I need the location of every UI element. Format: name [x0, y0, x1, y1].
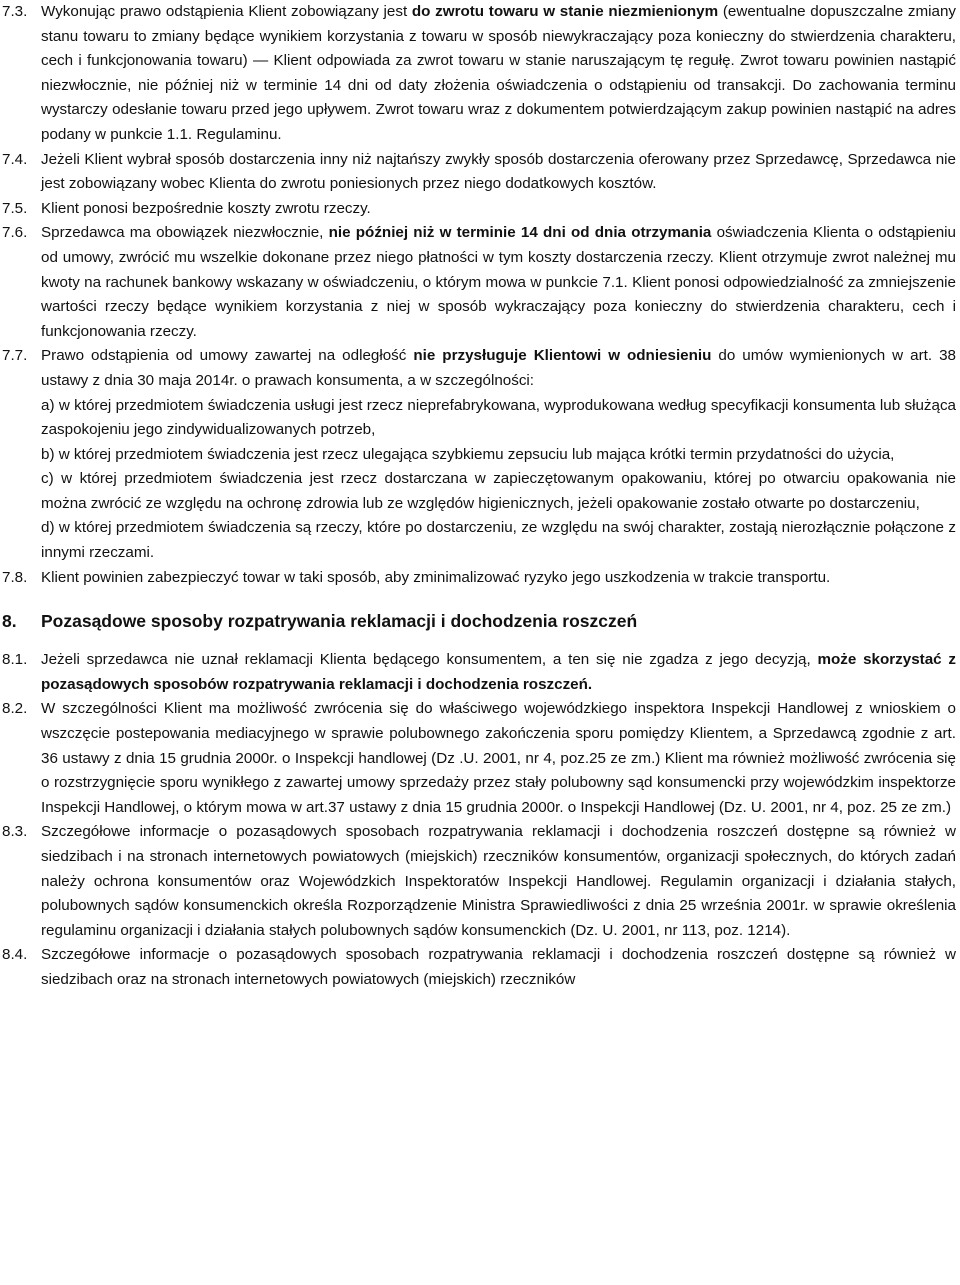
- section-8-2: [0, 697, 960, 820]
- section-text: Klient ponosi bezpośrednie koszty zwrotu rzeczy.: [41, 199, 371, 217]
- list-item-c: c) w której przedmiotem świadczenia jest rzecz dostarczana w zapieczętowanym opakowaniu, której po otwarciu opakowania nie można zwrócić ze względu na ochronę zdrowia lub ze względów higienicznych, jeżeli opakowanie zostało otwarte po dostarczeniu,: [41, 470, 956, 512]
- chapter-number: 8.: [2, 611, 17, 632]
- section-7-7: [0, 344, 960, 565]
- list-item-d: d) w której przedmiotem świadczenia są rzeczy, które po dostarczeniu, ze względu na swój charakter, zostają nierozłącznie połączone z innymi rzeczami.: [41, 519, 956, 562]
- section-number: 8.1.: [2, 651, 28, 669]
- section-7-6: [0, 221, 960, 344]
- section-text: Wykonując prawo odstąpienia Klient zobowiązany jest: [41, 3, 412, 20]
- section-text: Szczegółowe informacje o pozasądowych sposobach rozpatrywania reklamacji i dochodzenia roszczeń dostępne są również w siedzibach oraz na stronach internetowych powiatowych (miejskich) rzeczników: [41, 946, 956, 988]
- section-7-8: [0, 566, 960, 591]
- section-number: 7.7.: [2, 347, 28, 365]
- section-8-3: [0, 820, 960, 943]
- section-number: 8.4.: [2, 946, 28, 964]
- section-8-4: [0, 943, 960, 992]
- section-number: 8.3.: [2, 823, 28, 841]
- section-text: Szczegółowe informacje o pozasądowych sposobach rozpatrywania reklamacji i dochodzenia roszczeń dostępne są również w siedzibach i na stronach internetowych powiatowych (miejskich) rzeczników konsumentów, organizacji społecznych, do których zadań należy ochrona konsumentów oraz Wojewódzkich Inspektoratów Inspekcji Handlowej. Regulamin organizacji i działania stałych, polubownych sądów konsumenckich określa Rozporządzenie Ministra Sprawiedliwości z dnia 25 września 2001r. w sprawie określenia regulaminu organizacji i działania stałych polubownych sądów konsumenckich (Dz. U. 2001, nr 113, poz. 1214).: [41, 823, 956, 939]
- section-number: 8.2.: [2, 700, 28, 718]
- section-number: 7.3.: [2, 3, 28, 20]
- section-text: do umów wymienionych w art. 38 ustawy z dnia 30 maja 2014r. o prawach konsumenta, a w szczególności:: [41, 347, 956, 389]
- chapter-8-heading: [0, 608, 960, 634]
- section-number: 7.6.: [2, 224, 28, 242]
- section-bold-text: może skorzystać z pozasądowych sposobów rozpatrywania reklamacji i dochodzenia roszczeń.: [41, 651, 957, 693]
- section-text: Jeżeli sprzedawca nie uznał reklamacji Klienta będącego konsumentem, a ten się nie zgadza z jego decyzją,: [41, 651, 818, 669]
- section-bold-text: nie przysługuje Klientowi w odniesieniu: [413, 347, 712, 365]
- section-text: Sprzedawca ma obowiązek niezwłocznie,: [41, 224, 329, 242]
- section-text: (ewentualne dopuszczalne zmiany stanu towaru to zmiany będące wynikiem korzystania z towaru w sposób niewykraczający poza konieczny do stwierdzenia charakteru, cech i funkcjonowania towaru) ― Klient odpowiada za zwrot towaru w stanie naruszającym tę regułę.: [41, 3, 956, 70]
- list-item-a: a) w której przedmiotem świadczenia usługi jest rzecz nieprefabrykowana, wyprodukowana według specyfikacji konsumenta lub służąca zaspokojeniu jego zindywidualizowanych potrzeb,: [41, 396, 956, 439]
- section-bold-text: nie później niż w terminie 14 dni od dnia otrzymania: [328, 224, 712, 242]
- list-item-b: b) w której przedmiotem świadczenia jest rzecz ulegająca szybkiemu zepsuciu lub mająca krótki termin przydatności do użycia,: [41, 445, 895, 463]
- section-7-3: [0, 0, 960, 148]
- section-7-5: [0, 197, 960, 222]
- section-text: Jeżeli Klient wybrał sposób dostarczenia inny niż najtańszy zwykły sposób dostarczenia oferowany przez Sprzedawcę, Sprzedawca nie jest zobowiązany wobec Klienta do zwrotu poniesionych przez niego dodatkowych kosztów.: [41, 150, 956, 193]
- chapter-title: Pozasądowe sposoby rozpatrywania reklamacji i dochodzenia roszczeń: [41, 611, 638, 632]
- section-7-4: [0, 148, 960, 197]
- section-number: 7.8.: [2, 568, 28, 586]
- section-number: 7.5.: [2, 199, 28, 217]
- section-number: 7.4.: [2, 150, 28, 168]
- section-text: Prawo odstąpienia od umowy zawartej na odległość: [41, 347, 414, 365]
- section-text: Zwrot towaru powinien nastąpić niezwłocznie, nie później niż w terminie 14 dni od daty złożenia oświadczenia o odstąpieniu od transakcji. Do zachowania terminu wystarczy odesłanie towaru przed jego upływem. Zwrot towaru wraz z dokumentem potwierdzającym zakup powinien nastąpić na adres podany w punkcie 1.1. Regulaminu.: [41, 52, 956, 143]
- section-text: oświadczenia Klienta o odstąpieniu od umowy, zwrócić mu wszelkie dokonane przez niego płatności w tym koszty dostarczenia rzeczy. Klient otrzymuje zwrot należnej mu kwoty na rachunek bankowy wskazany w oświadczeniu, o którym mowa w punkcie 7.1. Klient ponosi odpowiedzialność za zmniejszenie wartości rzeczy będące wynikiem korzystania z niej w sposób wykraczający poza konieczny do stwierdzenia charakteru, cech i funkcjonowania rzeczy.: [41, 224, 956, 340]
- section-8-1: [0, 648, 960, 697]
- section-text: W szczególności Klient ma możliwość zwrócenia się do właściwego wojewódzkiego inspektora Inspekcji Handlowej z wnioskiem o wszczęcie postepowania mediacyjnego w sprawie polubownego zakończenia sporu pomiędzy Klientem, a Sprzedawcą zgodnie z art. 36 ustawy z dnia 15 grudnia 2000r. o Inspekcji handlowej (Dz .U. 2001, nr 4, poz.25 ze zm.) Klient ma również możliwość zwrócenia się o rozstrzygnięcie sporu wynikłego z zawartej umowy sprzedaży przez stały polubowny sąd konsumencki przy wojewódzkim inspektorze Inspekcji Handlowej, o którym mowa w art.37 ustawy z dnia 15 grudnia 2000r. o Inspekcji Handlowej (Dz. U. 2001, nr 4, poz. 25 ze zm.): [41, 700, 956, 816]
- section-text: Klient powinien zabezpieczyć towar w taki sposób, aby zminimalizować ryzyko jego uszkodzenia w trakcie transportu.: [41, 568, 831, 586]
- section-bold-text: do zwrotu towaru w stanie niezmienionym: [411, 3, 719, 20]
